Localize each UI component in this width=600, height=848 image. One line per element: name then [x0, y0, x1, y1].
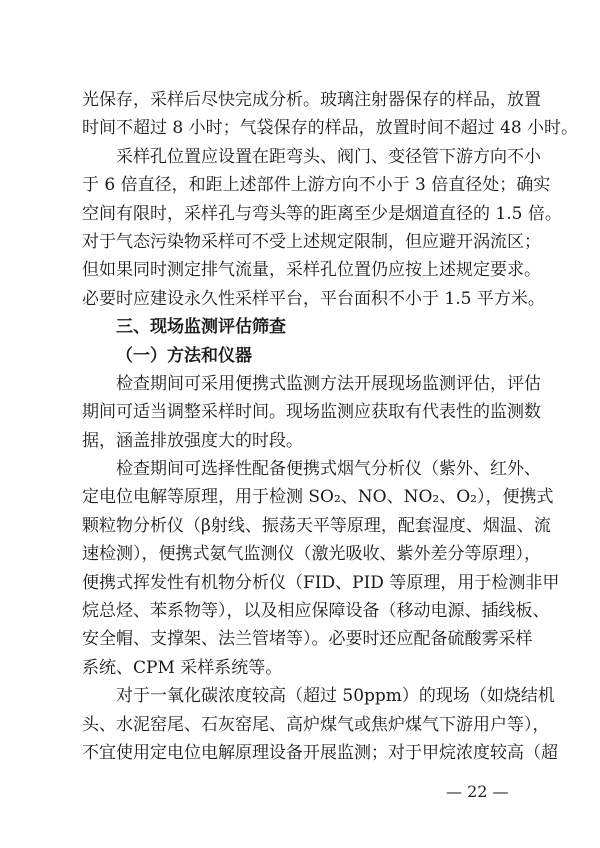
- text-line: 头、水泥窑尾、石灰窑尾、高炉煤气或焦炉煤气下游用户等），: [82, 714, 550, 735]
- text-line: 据，涵盖排放强度大的时段。: [82, 430, 303, 451]
- paragraph-start-line: 检查期间可采用便携式监测方法开展现场监测评估，评估: [116, 373, 541, 394]
- text-line: 不宜使用定电位电解原理设备开展监测；对于甲烷浓度较高（超: [82, 742, 558, 763]
- text-line: 时间不超过 8 小时；气袋保存的样品，放置时间不超过 48 小时。: [82, 118, 579, 139]
- text-line: 颗粒物分析仪（β射线、振荡天平等原理，配套湿度、烟温、流: [82, 515, 551, 536]
- text-line: 安全帽、支撑架、法兰管堵等）。必要时还应配备硫酸雾采样: [82, 629, 533, 650]
- text-line: 系统、CPM 采样系统等。: [82, 657, 283, 678]
- subsection-heading: （一）方法和仪器: [116, 345, 252, 366]
- text-line: 光保存，采样后尽快完成分析。玻璃注射器保存的样品，放置: [82, 90, 541, 110]
- text-line: 必要时应建设永久性采样平台，平台面积不小于 1.5 平方米。: [82, 288, 545, 309]
- paragraph-start-line: 对于一氧化碳浓度较高（超过 50ppm）的现场（如烧结机: [116, 686, 555, 707]
- text-line: 烷总烃、苯系物等），以及相应保障设备（移动电源、插线板、: [82, 601, 550, 622]
- page-number: — 22 —: [446, 782, 509, 801]
- text-line: 于 6 倍直径，和距上述部件上游方向不小于 3 倍直径处；确实: [82, 175, 551, 196]
- paragraph-start-line: 采样孔位置应设置在距弯头、阀门、变径管下游方向不小: [116, 146, 541, 167]
- text-line: 期间可适当调整采样时间。现场监测应获取有代表性的监测数: [82, 402, 541, 423]
- text-line: 对于气态污染物采样可不受上述规定限制，但应避开涡流区；: [82, 231, 541, 252]
- section-heading: 三、现场监测评估筛查: [116, 317, 286, 338]
- text-line: 空间有限时，采样孔与弯头等的距离至少是烟道直径的 1.5 倍。: [82, 203, 562, 224]
- paragraph-start-line: 检查期间可选择性配备便携式烟气分析仪（紫外、红外、: [116, 459, 541, 480]
- text-line: 便携式挥发性有机物分析仪（FID、PID 等原理，用于检测非甲: [82, 572, 560, 593]
- document-body: [82, 86, 579, 767]
- text-line: 定电位电解等原理，用于检测 SO₂、NO、NO₂、O₂），便携式: [82, 487, 554, 508]
- text-line: 但如果同时测定排气流量，采样孔位置仍应按上述规定要求。: [82, 260, 541, 281]
- text-line: 速检测），便携式氨气监测仪（激光吸收、紫外差分等原理），: [82, 544, 541, 565]
